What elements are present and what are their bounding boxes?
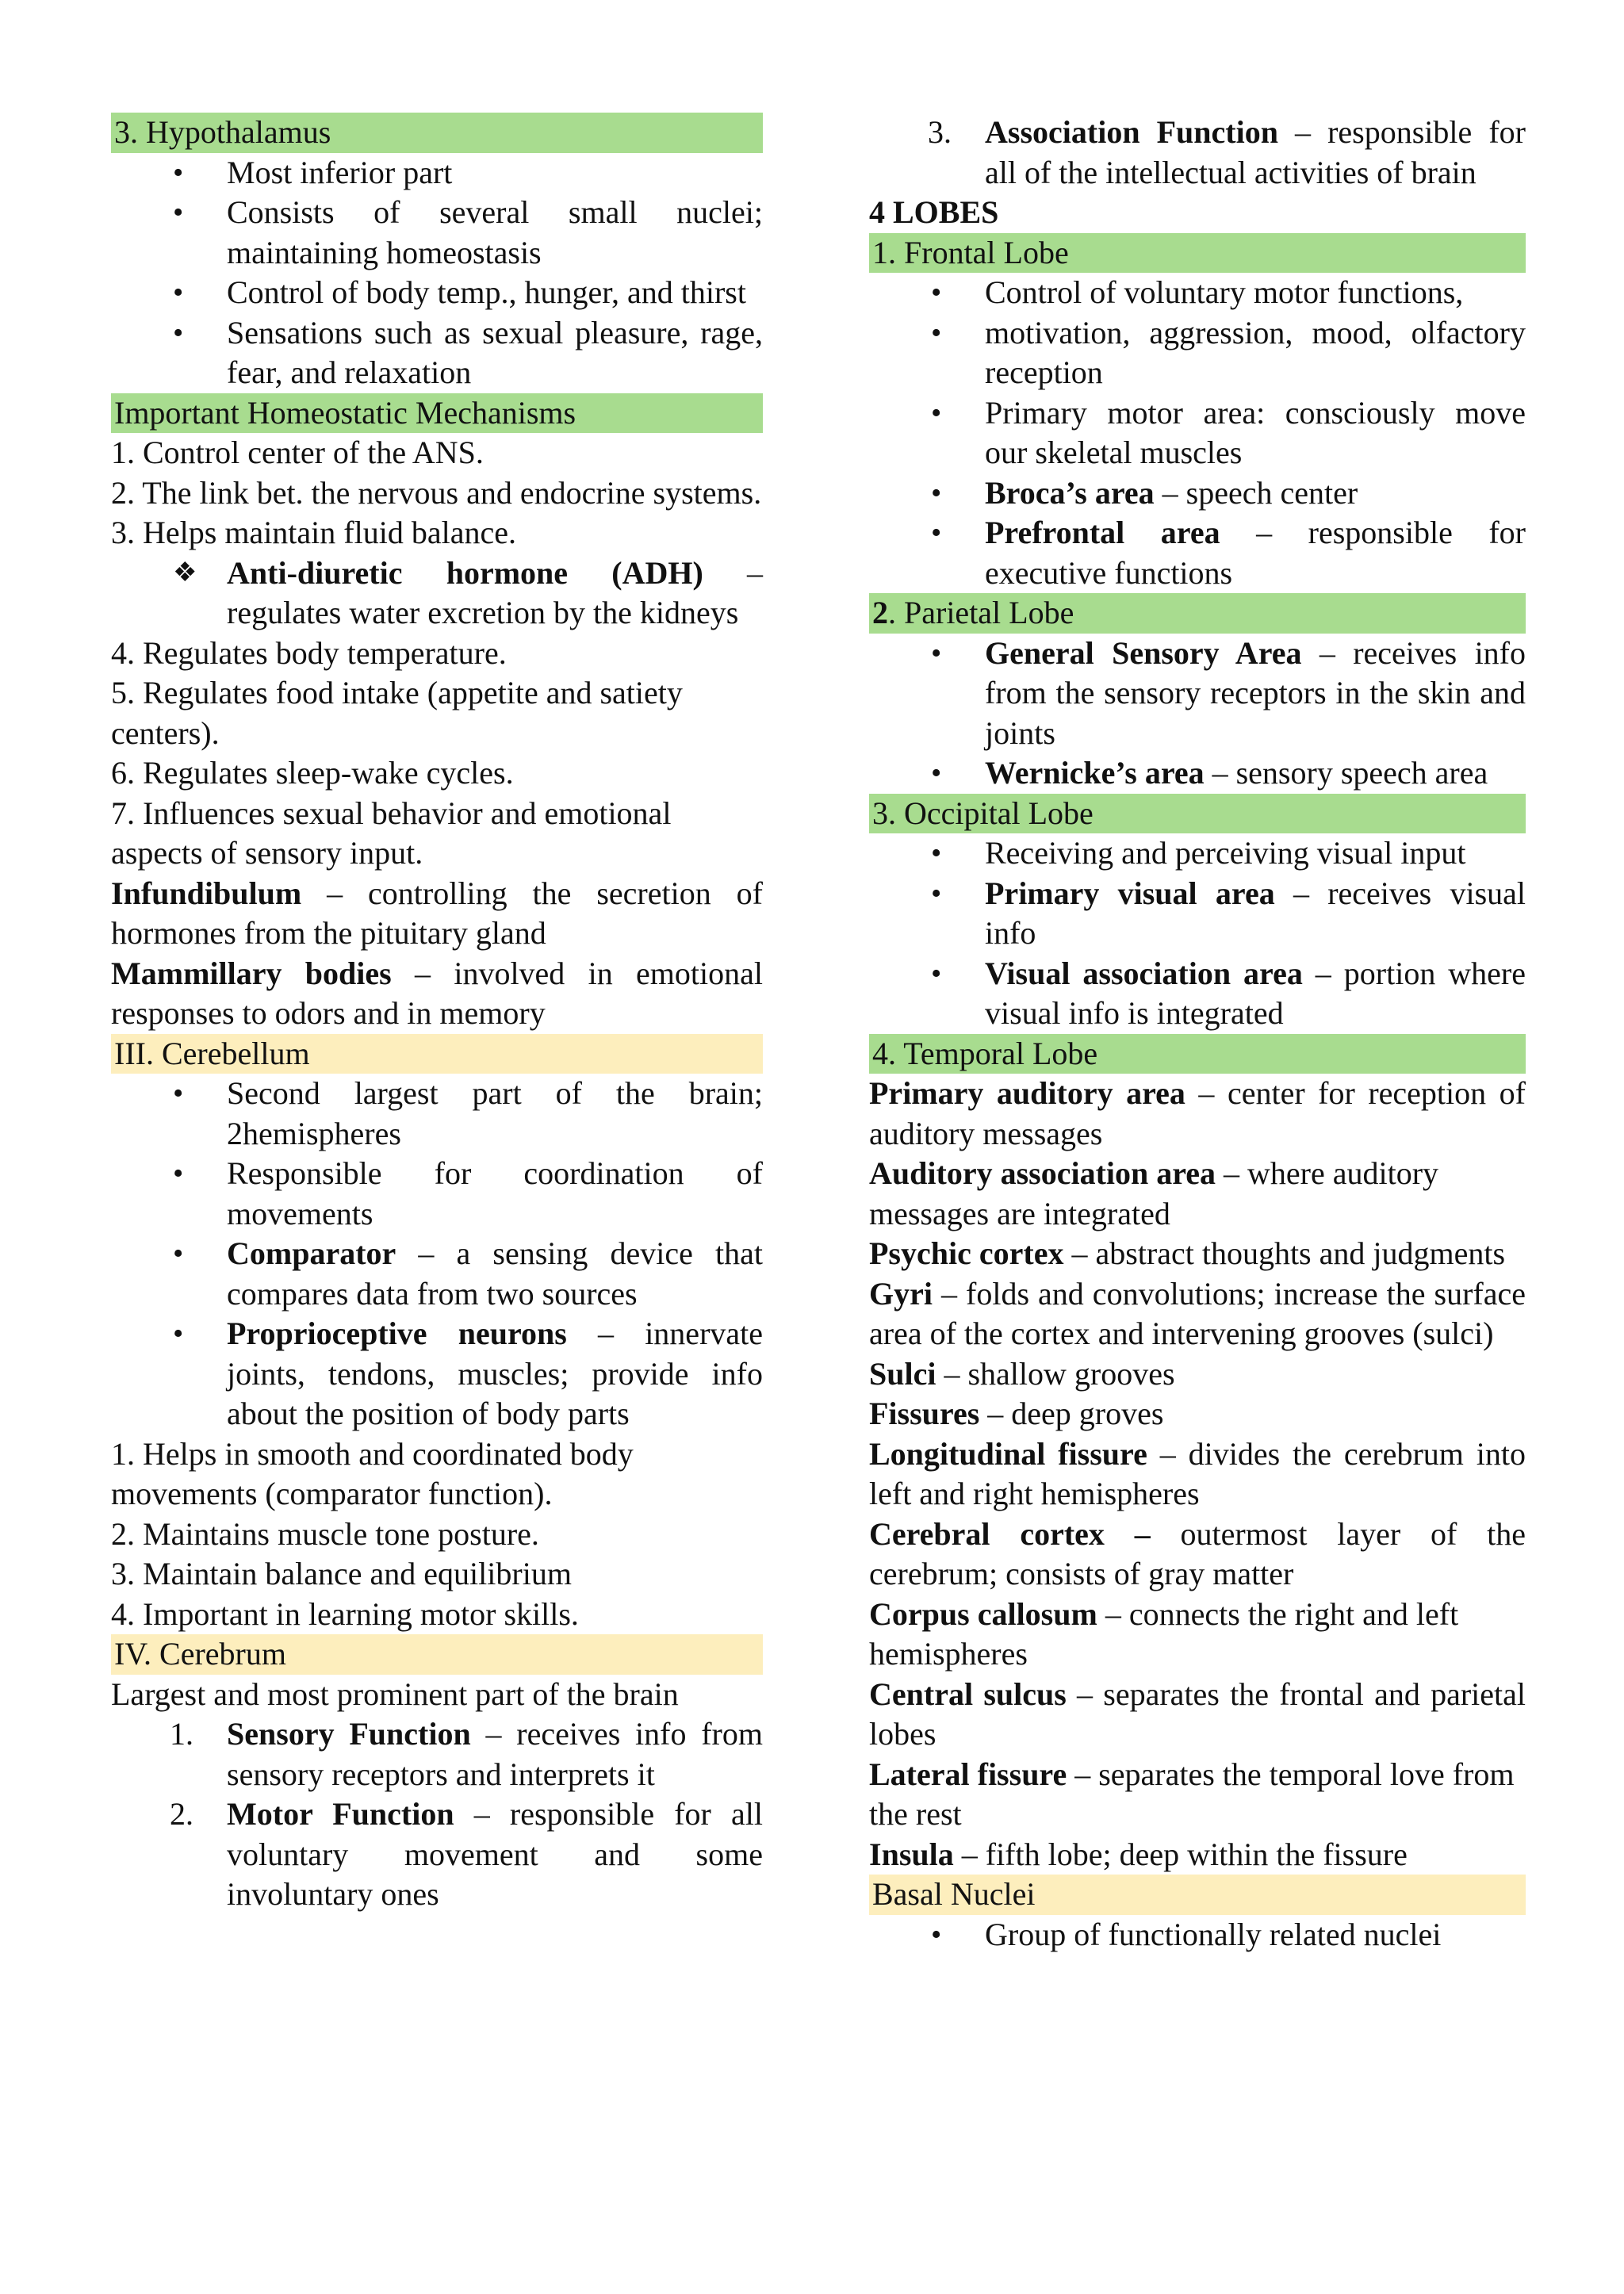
bullet-item: • General Sensory Area – receives info from the sensory receptors in the skin and joints [869, 634, 1526, 754]
term: Fissures [869, 1396, 980, 1431]
bullet-item: • Group of functionally related nuclei [869, 1915, 1526, 1955]
bullet-item: • Responsible for coordination of movements [111, 1154, 763, 1234]
term-definition: Auditory association area – where auditory messages are integrated [869, 1155, 1439, 1231]
term-definition: Infundibulum – controlling the secretion of hormones from the pituitary gland [111, 875, 763, 951]
term: Lateral fissure [869, 1756, 1067, 1792]
numbered-line: 4. Important in learning motor skills. [111, 1595, 579, 1632]
section-heading-homeostatic: Important Homeostatic Mechanisms [111, 393, 763, 434]
term: Primary visual area [985, 875, 1275, 911]
bullet-item: • Most inferior part [111, 153, 763, 193]
term: Comparator [227, 1235, 396, 1271]
frontal-bullets [869, 273, 1526, 593]
term: Prefrontal area [985, 515, 1220, 550]
numbered-item: 1. Sensory Function – receives info from sensory receptors and interprets it [170, 1716, 763, 1792]
term-definition: Primary auditory area – center for reception of auditory messages [869, 1075, 1526, 1151]
term: Primary auditory area [869, 1075, 1185, 1111]
term-definition: Cerebral cortex – outermost layer of the cerebrum; consists of gray matter [869, 1515, 1526, 1591]
term: General Sensory Area [985, 634, 1302, 671]
numbered-line: 6. Regulates sleep-wake cycles. [111, 755, 514, 791]
bullet-item: • Control of body temp., hunger, and thirst [111, 273, 763, 313]
numbered-line: 1. Control center of the ANS. [111, 435, 484, 470]
hypothalamus-bullets [111, 153, 763, 393]
term: Visual association area [985, 955, 1303, 991]
cerebrum-functions [111, 1714, 763, 1915]
bullet-item: • Wernicke’s area – sensory speech area [869, 753, 1526, 794]
numbered-line: 7. Influences sexual behavior and emotional aspects of sensory input. [111, 795, 672, 871]
numbered-line: 5. Regulates food intake (appetite and satiety centers). [111, 675, 683, 751]
term: Cerebral cortex – [869, 1515, 1151, 1552]
term-definition: Lateral fissure – separates the temporal love from the rest [869, 1756, 1515, 1832]
section-heading-temporal: 4. Temporal Lobe [869, 1034, 1526, 1074]
numbered-line: 3. Helps maintain fluid balance. [111, 515, 516, 550]
term-definition: Gyri – folds and convolutions; increase the surface area of the cortex and intervening grooves (sulci) [869, 1275, 1526, 1351]
section-heading-parietal: 2. Parietal Lobe [869, 593, 1526, 634]
term-definition: Longitudinal fissure – divides the cerebrum into left and right hemispheres [869, 1435, 1526, 1511]
term: Broca’s area [985, 474, 1155, 511]
parietal-bullets [869, 634, 1526, 794]
bullet-item: • Visual association area – portion where visual info is integrated [869, 954, 1526, 1034]
term-definition: Corpus callosum – connects the right and left hemispheres [869, 1595, 1459, 1672]
term: Auditory association area [869, 1155, 1216, 1191]
term: Sulci [869, 1355, 936, 1392]
bullet-item: • Prefrontal area – responsible for executive functions [869, 513, 1526, 593]
cerebellum-bullets [111, 1074, 763, 1434]
term: Mammillary bodies [111, 955, 392, 991]
lobes-heading: 4 LOBES [869, 194, 999, 230]
bullet-item: • Control of voluntary motor functions, [869, 273, 1526, 313]
section-heading-frontal: 1. Frontal Lobe [869, 233, 1526, 274]
term: Anti-diuretic hormone (ADH) [227, 554, 703, 591]
term: Sensory Function [227, 1716, 471, 1752]
numbered-line: 2. The link bet. the nervous and endocrine systems. [111, 474, 762, 511]
term: Central sulcus [869, 1676, 1067, 1712]
bullet-item: • Consists of several small nuclei; maintaining homeostasis [111, 193, 763, 273]
section-heading-basal-nuclei: Basal Nuclei [869, 1875, 1526, 1915]
term: Corpus callosum [869, 1595, 1097, 1632]
item-number: 1. [170, 1716, 193, 1752]
numbered-line: 3. Maintain balance and equilibrium [111, 1556, 572, 1591]
term-definition: Fissures – deep groves [869, 1396, 1164, 1431]
section-heading-cerebellum: III. Cerebellum [111, 1034, 763, 1074]
section-heading-hypothalamus: 3. Hypothalamus [111, 113, 763, 153]
left-column [111, 113, 763, 1915]
term-definition: Psychic cortex – abstract thoughts and judgments [869, 1235, 1506, 1271]
numbered-item: 3. Association Function – responsible for all of the intellectual activities of brain [928, 114, 1526, 190]
cerebrum-intro: Largest and most prominent part of the brain [111, 1676, 679, 1712]
term: Longitudinal fissure [869, 1435, 1147, 1472]
term-definition: Insula – fifth lobe; deep within the fissure [869, 1836, 1408, 1872]
term: Gyri [869, 1275, 933, 1312]
basal-bullets [869, 1915, 1526, 1955]
term: Insula [869, 1836, 954, 1872]
adh-list [111, 553, 763, 634]
bullet-item: • motivation, aggression, mood, olfactory reception [869, 313, 1526, 393]
numbered-line: 2. Maintains muscle tone posture. [111, 1515, 539, 1552]
bullet-item: • Sensations such as sexual pleasure, rage, fear, and relaxation [111, 313, 763, 393]
item-number: 3. [928, 114, 952, 150]
numbered-line: 4. Regulates body temperature. [111, 634, 507, 671]
term: Psychic cortex [869, 1235, 1064, 1271]
term: Infundibulum [111, 875, 302, 911]
term: Association Function [985, 114, 1278, 150]
association-list [869, 113, 1526, 193]
term-definition: Mammillary bodies – involved in emotional responses to odors and in memory [111, 955, 763, 1031]
bullet-item: • Receiving and perceiving visual input [869, 833, 1526, 874]
item-number: 2. [170, 1796, 193, 1832]
right-column [869, 113, 1526, 1955]
bullet-item: • Second largest part of the brain; 2hemispheres [111, 1074, 763, 1154]
bullet-item: • Proprioceptive neurons – innervate joints, tendons, muscles; provide info about the position of body parts [111, 1314, 763, 1434]
term: Motor Function [227, 1796, 454, 1832]
numbered-line: 1. Helps in smooth and coordinated body movements (comparator function). [111, 1435, 634, 1511]
bullet-item: • Comparator – a sensing device that compares data from two sources [111, 1234, 763, 1314]
bullet-item: • Broca’s area – speech center [869, 473, 1526, 514]
term: Proprioceptive neurons [227, 1316, 567, 1351]
numbered-item: 2. Motor Function – responsible for all voluntary movement and some involuntary ones [170, 1796, 763, 1912]
section-heading-occipital: 3. Occipital Lobe [869, 794, 1526, 834]
term: Wernicke’s area [985, 755, 1205, 791]
diamond-bullet-item: ❖ Anti-diuretic hormone (ADH) – regulates water excretion by the kidneys [111, 553, 763, 634]
occipital-bullets [869, 833, 1526, 1034]
term-definition: Central sulcus – separates the frontal and parietal lobes [869, 1676, 1526, 1752]
term-definition: Sulci – shallow grooves [869, 1355, 1175, 1392]
bullet-item: • Primary visual area – receives visual info [869, 874, 1526, 954]
section-heading-cerebrum: IV. Cerebrum [111, 1634, 763, 1675]
bullet-item: • Primary motor area: consciously move our skeletal muscles [869, 393, 1526, 473]
